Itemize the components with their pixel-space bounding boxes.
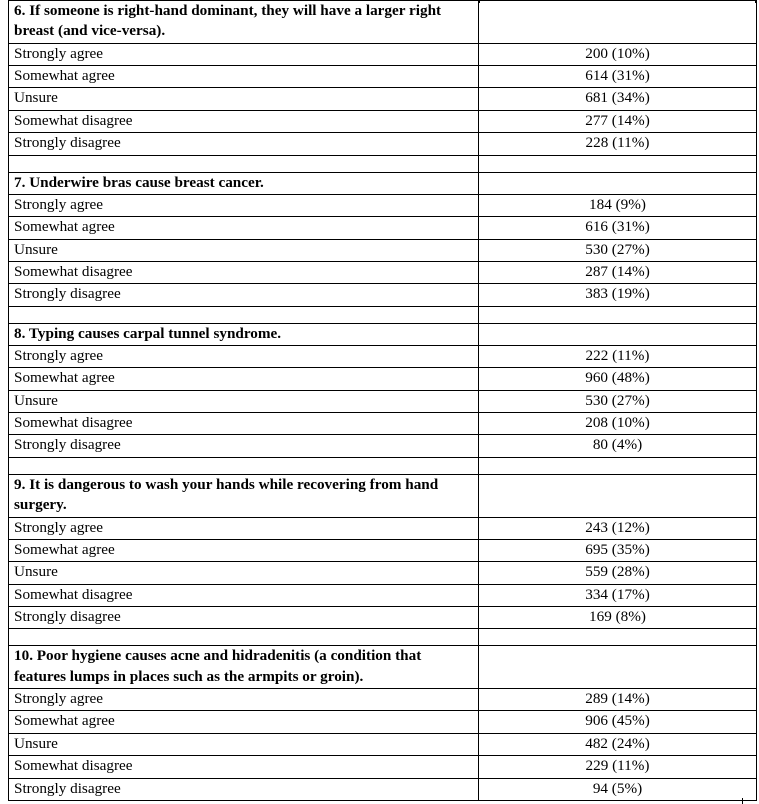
table-column-divider (479, 1, 480, 3)
option-value: 222 (11%) (479, 346, 757, 368)
option-label: Somewhat agree (9, 711, 479, 733)
table-row (9, 517, 757, 539)
option-label: Somewhat agree (9, 368, 479, 390)
table-row (9, 390, 757, 412)
spacer-cell (479, 155, 757, 172)
table-row (9, 284, 757, 306)
spacer-cell (479, 629, 757, 646)
option-label: Strongly disagree (9, 435, 479, 457)
option-label: Strongly disagree (9, 778, 479, 800)
option-value: 243 (12%) (479, 517, 757, 539)
table-row (9, 88, 757, 110)
option-value: 289 (14%) (479, 689, 757, 711)
option-value: 616 (31%) (479, 217, 757, 239)
option-label: Strongly disagree (9, 284, 479, 306)
table-row (9, 1, 757, 44)
option-value: 80 (4%) (479, 435, 757, 457)
table-row (9, 239, 757, 261)
option-label: Strongly agree (9, 689, 479, 711)
table-spacer-row (9, 457, 757, 474)
option-label: Somewhat agree (9, 539, 479, 561)
option-value: 383 (19%) (479, 284, 757, 306)
option-value: 695 (35%) (479, 539, 757, 561)
table-row (9, 474, 757, 517)
question-value-blank (479, 1, 757, 44)
option-label: Somewhat disagree (9, 110, 479, 132)
option-value: 228 (11%) (479, 133, 757, 155)
table-body (9, 1, 757, 801)
table-row (9, 689, 757, 711)
table-row (9, 606, 757, 628)
option-label: Strongly agree (9, 43, 479, 65)
spacer-cell (9, 629, 479, 646)
table-row (9, 110, 757, 132)
option-value: 681 (34%) (479, 88, 757, 110)
question-text: 8. Typing causes carpal tunnel syndrome. (9, 323, 479, 345)
question-text: 9. It is dangerous to wash your hands while recovering from hand surgery. (9, 474, 479, 517)
table-row (9, 217, 757, 239)
option-value: 169 (8%) (479, 606, 757, 628)
question-value-blank (479, 646, 757, 689)
table-row (9, 43, 757, 65)
table-row (9, 584, 757, 606)
table-top-edge (8, 0, 756, 3)
question-text: 6. If someone is right-hand dominant, they will have a larger right breast (and vice-versa). (9, 1, 479, 44)
option-label: Unsure (9, 390, 479, 412)
option-value: 960 (48%) (479, 368, 757, 390)
table-spacer-row (9, 629, 757, 646)
option-label: Unsure (9, 239, 479, 261)
survey-results-table (8, 0, 757, 801)
table-row (9, 435, 757, 457)
question-value-blank (479, 172, 757, 194)
spacer-cell (479, 306, 757, 323)
option-value: 184 (9%) (479, 194, 757, 216)
option-label: Unsure (9, 733, 479, 755)
option-value: 200 (10%) (479, 43, 757, 65)
option-label: Somewhat disagree (9, 584, 479, 606)
table-row (9, 778, 757, 800)
option-label: Strongly agree (9, 194, 479, 216)
option-label: Strongly agree (9, 346, 479, 368)
option-label: Strongly agree (9, 517, 479, 539)
option-label: Strongly disagree (9, 606, 479, 628)
option-value: 94 (5%) (479, 778, 757, 800)
table-row (9, 646, 757, 689)
option-value: 277 (14%) (479, 110, 757, 132)
table-row (9, 66, 757, 88)
question-text: 10. Poor hygiene causes acne and hidradenitis (a condition that features lumps in places such as the armpits or groin). (9, 646, 479, 689)
table-row (9, 562, 757, 584)
option-label: Somewhat agree (9, 217, 479, 239)
option-value: 614 (31%) (479, 66, 757, 88)
table-row (9, 539, 757, 561)
option-label: Unsure (9, 88, 479, 110)
option-value: 559 (28%) (479, 562, 757, 584)
option-value: 287 (14%) (479, 261, 757, 283)
option-value: 530 (27%) (479, 390, 757, 412)
option-label: Strongly disagree (9, 133, 479, 155)
option-value: 530 (27%) (479, 239, 757, 261)
table-row (9, 133, 757, 155)
table-row (9, 413, 757, 435)
table-row (9, 756, 757, 778)
option-value: 208 (10%) (479, 413, 757, 435)
option-label: Somewhat disagree (9, 413, 479, 435)
question-text: 7. Underwire bras cause breast cancer. (9, 172, 479, 194)
table-row (9, 346, 757, 368)
question-value-blank (479, 474, 757, 517)
spacer-cell (9, 155, 479, 172)
option-value: 482 (24%) (479, 733, 757, 755)
option-label: Somewhat disagree (9, 261, 479, 283)
table-row (9, 711, 757, 733)
option-value: 229 (11%) (479, 756, 757, 778)
table-row (9, 733, 757, 755)
table-row (9, 172, 757, 194)
table-spacer-row (9, 155, 757, 172)
table-row (9, 194, 757, 216)
page-edge-mark (742, 798, 750, 804)
option-label: Unsure (9, 562, 479, 584)
option-value: 906 (45%) (479, 711, 757, 733)
spacer-cell (9, 306, 479, 323)
option-label: Somewhat agree (9, 66, 479, 88)
spacer-cell (479, 457, 757, 474)
table-row (9, 368, 757, 390)
table-spacer-row (9, 306, 757, 323)
table-row (9, 323, 757, 345)
option-label: Somewhat disagree (9, 756, 479, 778)
table-row (9, 261, 757, 283)
question-value-blank (479, 323, 757, 345)
spacer-cell (9, 457, 479, 474)
option-value: 334 (17%) (479, 584, 757, 606)
